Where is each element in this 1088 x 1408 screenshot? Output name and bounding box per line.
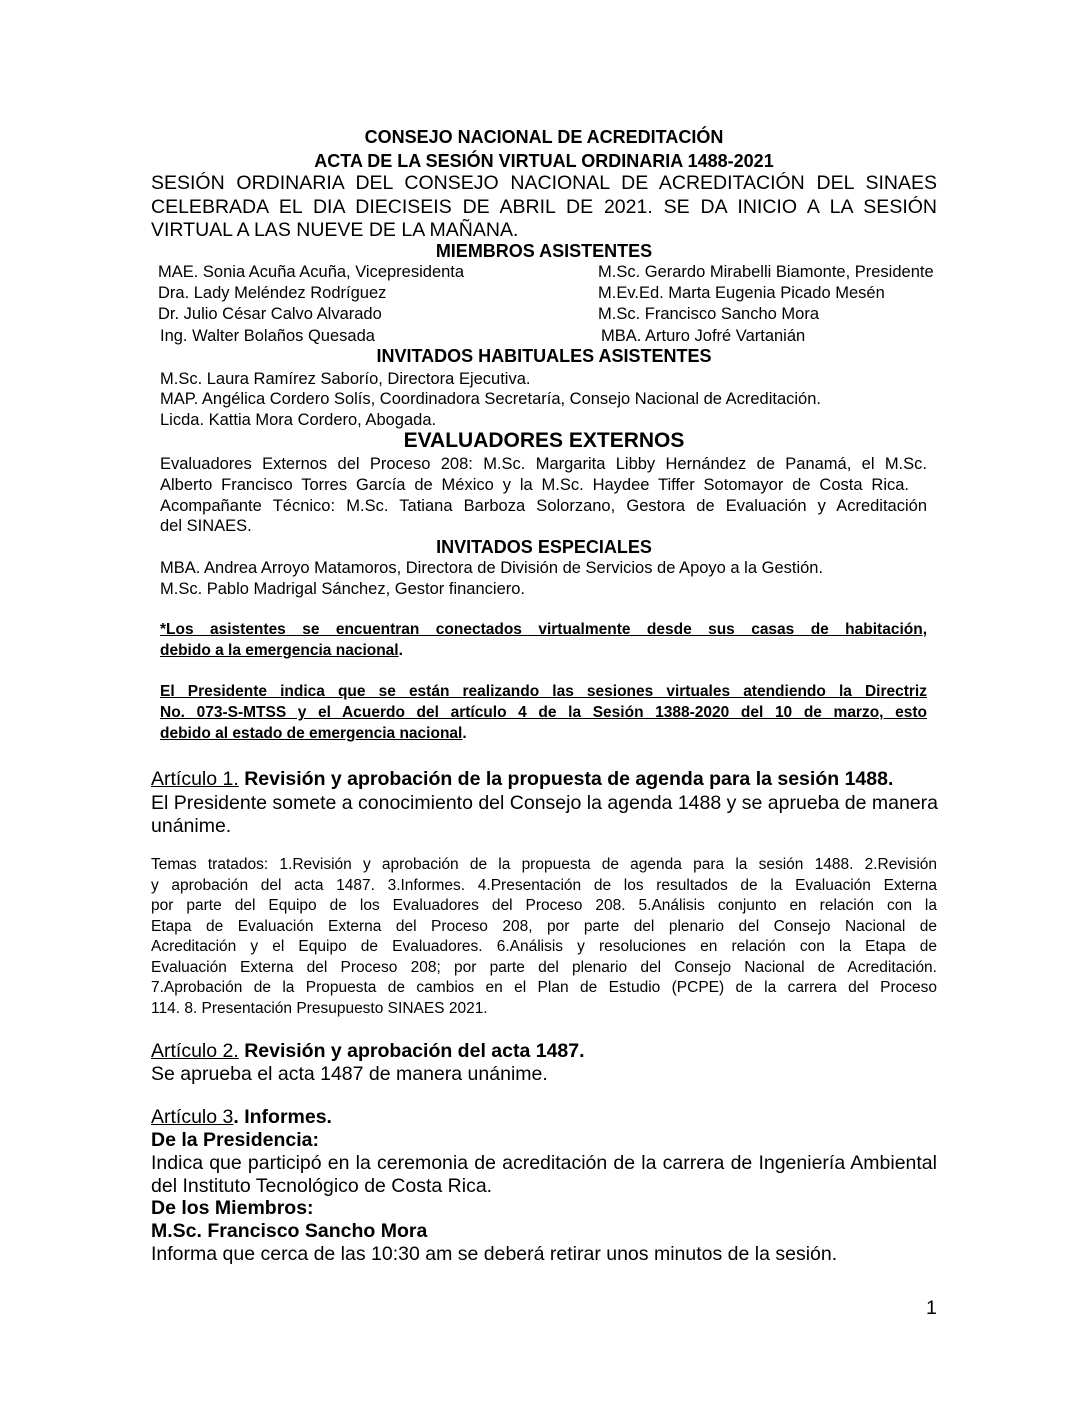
notice-directriz-period: . xyxy=(462,725,467,742)
evaluadores-line-4: del SINAES. xyxy=(160,517,252,535)
member-left-3: Dr. Julio César Calvo Alvarado xyxy=(158,305,382,323)
evaluadores-line-2: Alberto Francisco Torres García de México y la M.Sc. Haydee Tiffer Sotomayor de Costa Rica. xyxy=(160,476,909,494)
invitados-habituales-heading: INVITADOS HABITUALES ASISTENTES xyxy=(376,346,712,366)
evaluadores-line-1: Evaluadores Externos del Proceso 208: M.Sc. Margarita Libby Hernández de Panamá, el M.Sc. xyxy=(160,455,927,473)
articulo-1-body-line-2: unánime. xyxy=(151,815,232,837)
invitado-especial-1: MBA. Andrea Arroyo Matamoros, Directora de División de Servicios de Apoyo a la Gestión. xyxy=(160,559,824,577)
member-right-1: M.Sc. Gerardo Mirabelli Biamonte, Presidente xyxy=(598,263,934,281)
temas-line-7: 7.Aprobación de la Propuesta de cambios en el Plan de Estudio (PCPE) de la carrera del Proceso xyxy=(151,979,937,996)
temas-line-5: Acreditación y el Equipo de Evaluadores. 6.Análisis y resoluciones en relación con la Etapa de xyxy=(151,938,937,955)
articulo-3-label: Artículo 3 xyxy=(151,1106,234,1128)
notice-virtual-line-1: *Los asistentes se encuentran conectados virtualmente desde sus casas de habitación, xyxy=(160,621,927,638)
member-left-2: Dra. Lady Meléndez Rodríguez xyxy=(158,284,387,302)
invitado-habitual-2: MAP. Angélica Cordero Solís, Coordinadora Secretaría, Consejo Nacional de Acreditación. xyxy=(160,390,821,408)
temas-line-2: y aprobación del acta 1487. 3.Informes. 4.Presentación de los resultados de la Evaluación Externa xyxy=(151,877,937,894)
invitado-especial-2: M.Sc. Pablo Madrigal Sánchez, Gestor financiero. xyxy=(160,580,526,598)
member-right-3: M.Sc. Francisco Sancho Mora xyxy=(598,305,819,323)
notice-virtual-text: debido a la emergencia nacional xyxy=(160,642,399,659)
temas-line-4: Etapa de Evaluación Externa del Proceso 208, por parte del plenario del Consejo Nacional de xyxy=(151,918,937,935)
articulo-1-body-line-1: El Presidente somete a conocimiento del Consejo la agenda 1488 y se aprueba de manera xyxy=(151,792,939,814)
notice-directriz-line-3 xyxy=(160,725,467,743)
miembros-informes-heading: De los Miembros: xyxy=(151,1197,314,1219)
temas-line-1: Temas tratados: 1.Revisión y aprobación de la propuesta de agenda para la sesión 1488. 2.Revisión xyxy=(151,856,937,873)
presidencia-line-2: del Instituto Tecnológico de Costa Rica. xyxy=(151,1175,493,1197)
member-right-2: M.Ev.Ed. Marta Eugenia Picado Mesén xyxy=(598,284,885,302)
articulo-1-label: Artículo 1. xyxy=(151,768,239,790)
member-left-1: MAE. Sonia Acuña Acuña, Vicepresidenta xyxy=(158,263,465,281)
miembros-heading: MIEMBROS ASISTENTES xyxy=(435,241,653,261)
intro-line-3: VIRTUAL A LAS NUEVE DE LA MAÑANA. xyxy=(151,219,519,241)
articulo-3-heading xyxy=(151,1106,332,1129)
articulo-2-heading xyxy=(151,1040,585,1063)
articulo-2-label: Artículo 2. xyxy=(151,1040,239,1062)
document-subtitle: ACTA DE LA SESIÓN VIRTUAL ORDINARIA 1488-2021 xyxy=(314,151,774,171)
articulo-1-heading xyxy=(151,768,893,791)
notice-directriz-line-1: El Presidente indica que se están realizando las sesiones virtuales atendiendo la Directriz xyxy=(160,683,927,700)
presidencia-line-1: Indica que participó en la ceremonia de acreditación de la carrera de Ingeniería Ambiental xyxy=(151,1152,937,1174)
intro-line-1: SESIÓN ORDINARIA DEL CONSEJO NACIONAL DE ACREDITACIÓN DEL SINAES xyxy=(151,172,937,194)
notice-directriz-line-2: No. 073-S-MTSS y el Acuerdo del artículo 4 de la Sesión 1388-2020 del 10 de marzo, esto xyxy=(160,704,927,721)
miembro-informe-name: M.Sc. Francisco Sancho Mora xyxy=(151,1220,428,1242)
notice-directriz-text: debido al estado de emergencia nacional xyxy=(160,725,463,742)
intro-line-2: CELEBRADA EL DIA DIECISEIS DE ABRIL DE 2021. SE DA INICIO A LA SESIÓN xyxy=(151,196,937,218)
notice-virtual-period: . xyxy=(398,642,403,659)
member-right-4: MBA. Arturo Jofré Vartanián xyxy=(601,327,806,345)
articulo-3-title: . Informes. xyxy=(233,1106,332,1128)
invitado-habitual-1: M.Sc. Laura Ramírez Saborío, Directora Ejecutiva. xyxy=(160,370,531,388)
invitados-especiales-heading: INVITADOS ESPECIALES xyxy=(436,537,652,557)
articulo-2-body: Se aprueba el acta 1487 de manera unánime. xyxy=(151,1063,548,1085)
invitado-habitual-3: Licda. Kattia Mora Cordero, Abogada. xyxy=(160,411,437,429)
articulo-2-title: Revisión y aprobación del acta 1487. xyxy=(238,1040,585,1062)
document-title: CONSEJO NACIONAL DE ACREDITACIÓN xyxy=(364,127,724,147)
miembro-informe-text: Informa que cerca de las 10:30 am se deberá retirar unos minutos de la sesión. xyxy=(151,1243,838,1265)
member-left-4: Ing. Walter Bolaños Quesada xyxy=(160,327,375,345)
temas-line-8: 114. 8. Presentación Presupuesto SINAES 2021. xyxy=(151,1000,488,1017)
notice-virtual-line-2 xyxy=(160,642,403,660)
temas-line-6: Evaluación Externa del Proceso 208; por parte del plenario del Consejo Nacional de Acreditación. xyxy=(151,959,937,976)
page-number: 1 xyxy=(926,1297,937,1319)
temas-line-3: por parte del Equipo de los Evaluadores del Proceso 208. 5.Análisis conjunto en relación con la xyxy=(151,897,937,914)
presidencia-heading: De la Presidencia: xyxy=(151,1129,319,1151)
evaluadores-heading: EVALUADORES EXTERNOS xyxy=(403,429,685,452)
articulo-1-title: Revisión y aprobación de la propuesta de agenda para la sesión 1488. xyxy=(238,768,894,790)
evaluadores-line-3: Acompañante Técnico: M.Sc. Tatiana Barboza Solorzano, Gestora de Evaluación y Acreditación xyxy=(160,497,927,515)
